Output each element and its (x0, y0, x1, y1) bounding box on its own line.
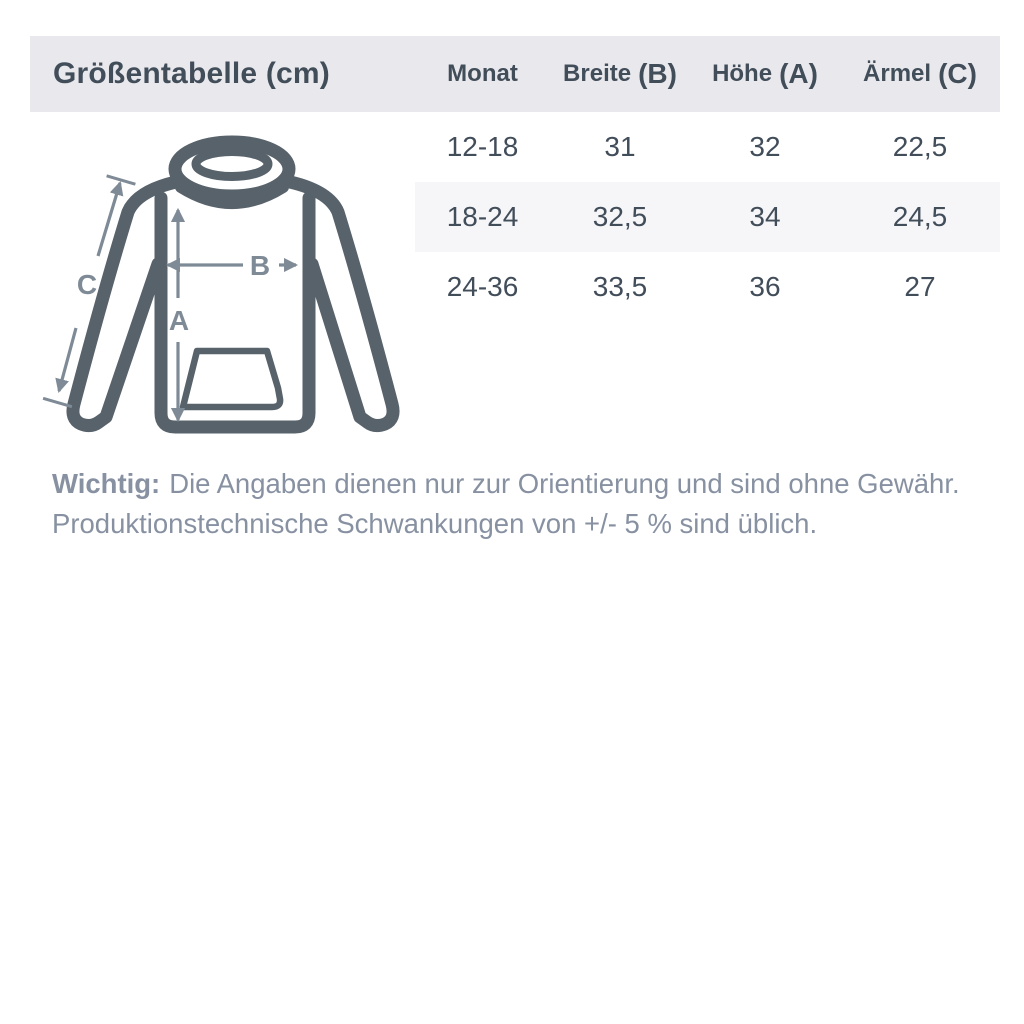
column-header-suffix: (B) (638, 58, 677, 89)
column-header-label: Monat (447, 60, 518, 87)
column-header-aermel (840, 36, 1000, 112)
cell-aermel: 24,5 (892, 201, 948, 232)
column-header-suffix: (A) (779, 58, 818, 89)
dimension-a-label: A (168, 305, 190, 336)
cell-breite: 33,5 (592, 271, 648, 302)
header-columns (415, 36, 1000, 112)
hoodie-pocket (183, 351, 280, 407)
dimension-c-tick-bottom (43, 398, 72, 406)
column-header-suffix: (C) (938, 58, 977, 89)
cell-monat: 24-36 (446, 271, 519, 302)
dimension-b-label: B (249, 250, 271, 281)
dimension-c-label: C (76, 269, 98, 300)
cell-hoehe: 34 (749, 201, 781, 232)
page-title: Größentabelle (cm) (53, 57, 330, 90)
cell-monat: 12-18 (446, 131, 519, 162)
disclaimer-text: Die Angaben dienen nur zur Orientierung und sind ohne Gewähr. (169, 468, 960, 499)
column-header-label: Ärmel (863, 60, 932, 87)
cell-breite: 31 (604, 131, 636, 162)
cell-aermel: 27 (904, 271, 936, 302)
disclaimer-line-1 (52, 464, 972, 504)
column-header-hoehe (690, 36, 840, 112)
cell-monat: 18-24 (446, 201, 519, 232)
size-chart-header (30, 36, 1000, 112)
dimension-c-tick-top (107, 176, 136, 184)
hoodie-measurement-diagram (30, 130, 430, 460)
column-header-monat (415, 36, 550, 112)
column-header-breite (550, 36, 690, 112)
hoodie-diagram-svg (30, 130, 430, 460)
column-header-label: Höhe (712, 60, 773, 87)
cell-hoehe: 36 (749, 271, 781, 302)
cell-breite: 32,5 (592, 201, 648, 232)
cell-hoehe: 32 (749, 131, 781, 162)
disclaimer-prefix: Wichtig: (52, 468, 161, 499)
column-header-label: Breite (563, 60, 632, 87)
cell-aermel: 22,5 (892, 131, 948, 162)
disclaimer-line-2: Produktionstechnische Schwankungen von +/- 5 % sind üblich. (52, 508, 818, 539)
disclaimer-note (52, 464, 972, 544)
